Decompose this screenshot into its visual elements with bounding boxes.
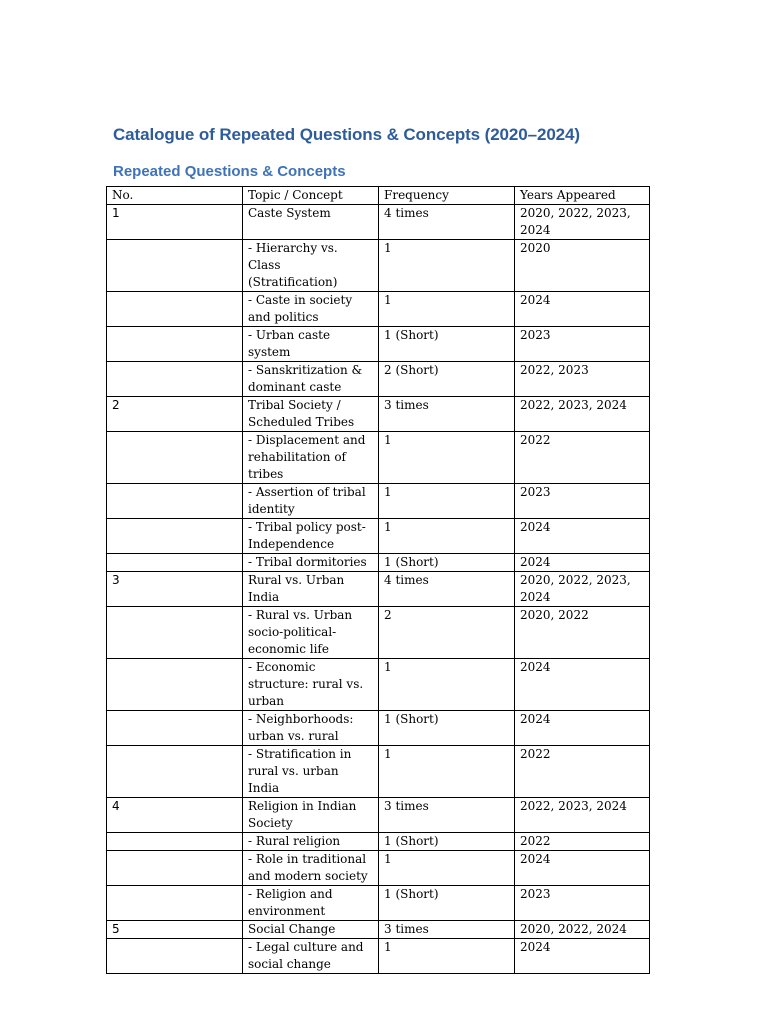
row-number: 2 (107, 397, 243, 432)
row-topic: Caste System (243, 205, 379, 240)
row-years: 2024 (515, 711, 650, 746)
row-years: 2024 (515, 659, 650, 711)
table-row (107, 292, 650, 327)
table-row (107, 362, 650, 397)
table-row (107, 397, 650, 432)
row-number (107, 886, 243, 921)
row-topic: - Role in traditional and modern society (243, 851, 379, 886)
row-number (107, 939, 243, 974)
row-number (107, 607, 243, 659)
row-frequency: 1 (379, 484, 515, 519)
row-number (107, 432, 243, 484)
header-years: Years Appeared (515, 187, 650, 205)
row-years: 2022, 2023 (515, 362, 650, 397)
header-no: No. (107, 187, 243, 205)
table-row (107, 554, 650, 572)
row-number (107, 519, 243, 554)
row-topic: - Tribal policy post-Independence (243, 519, 379, 554)
table-row (107, 886, 650, 921)
row-years: 2020 (515, 240, 650, 292)
section-heading: Repeated Questions & Concepts (113, 163, 346, 180)
row-frequency: 1 (Short) (379, 711, 515, 746)
row-number (107, 851, 243, 886)
table-row (107, 205, 650, 240)
table-row (107, 851, 650, 886)
table-row (107, 519, 650, 554)
row-years: 2024 (515, 939, 650, 974)
table-row (107, 798, 650, 833)
row-topic: - Hierarchy vs. Class (Stratification) (243, 240, 379, 292)
row-frequency: 4 times (379, 572, 515, 607)
row-frequency: 1 (379, 659, 515, 711)
table-row (107, 572, 650, 607)
row-years: 2024 (515, 519, 650, 554)
row-years: 2023 (515, 327, 650, 362)
header-frequency: Frequency (379, 187, 515, 205)
row-topic: - Economic structure: rural vs. urban (243, 659, 379, 711)
row-topic: - Neighborhoods: urban vs. rural (243, 711, 379, 746)
row-frequency: 1 (379, 746, 515, 798)
row-topic: - Assertion of tribal identity (243, 484, 379, 519)
row-frequency: 2 (379, 607, 515, 659)
row-topic: - Urban caste system (243, 327, 379, 362)
row-years: 2022, 2023, 2024 (515, 397, 650, 432)
row-frequency: 1 (Short) (379, 886, 515, 921)
row-number: 4 (107, 798, 243, 833)
row-frequency: 1 (379, 519, 515, 554)
row-years: 2023 (515, 886, 650, 921)
row-frequency: 1 (379, 432, 515, 484)
row-number (107, 711, 243, 746)
row-number (107, 484, 243, 519)
table-row (107, 240, 650, 292)
row-frequency: 1 (379, 851, 515, 886)
row-years: 2024 (515, 851, 650, 886)
row-frequency: 1 (379, 240, 515, 292)
row-frequency: 1 (379, 939, 515, 974)
table-row (107, 484, 650, 519)
table-row (107, 327, 650, 362)
table-row (107, 921, 650, 939)
row-years: 2024 (515, 292, 650, 327)
row-number (107, 659, 243, 711)
row-years: 2020, 2022, 2024 (515, 921, 650, 939)
row-frequency: 3 times (379, 798, 515, 833)
row-number (107, 554, 243, 572)
row-years: 2022, 2023, 2024 (515, 798, 650, 833)
row-topic: - Displacement and rehabilitation of tribes (243, 432, 379, 484)
row-topic: Tribal Society / Scheduled Tribes (243, 397, 379, 432)
row-topic: - Tribal dormitories (243, 554, 379, 572)
table-row (107, 939, 650, 974)
table-row (107, 833, 650, 851)
row-frequency: 1 (Short) (379, 554, 515, 572)
row-topic: - Religion and environment (243, 886, 379, 921)
table-row (107, 432, 650, 484)
table-row (107, 711, 650, 746)
row-number (107, 327, 243, 362)
row-number: 5 (107, 921, 243, 939)
row-topic: - Rural religion (243, 833, 379, 851)
row-number: 3 (107, 572, 243, 607)
row-frequency: 1 (Short) (379, 327, 515, 362)
row-years: 2023 (515, 484, 650, 519)
row-topic: - Caste in society and politics (243, 292, 379, 327)
row-frequency: 3 times (379, 397, 515, 432)
row-topic: - Stratification in rural vs. urban India (243, 746, 379, 798)
row-frequency: 1 (Short) (379, 833, 515, 851)
row-years: 2022 (515, 746, 650, 798)
row-number (107, 833, 243, 851)
row-frequency: 3 times (379, 921, 515, 939)
row-frequency: 4 times (379, 205, 515, 240)
table-row (107, 746, 650, 798)
header-topic: Topic / Concept (243, 187, 379, 205)
table-body (107, 205, 650, 974)
table-row (107, 659, 650, 711)
row-years: 2022 (515, 833, 650, 851)
row-number: 1 (107, 205, 243, 240)
page-title: Catalogue of Repeated Questions & Concepts (2020–2024) (113, 125, 580, 144)
row-number (107, 746, 243, 798)
catalogue-table (106, 186, 650, 974)
row-topic: Rural vs. Urban India (243, 572, 379, 607)
row-number (107, 240, 243, 292)
row-topic: - Sanskritization & dominant caste (243, 362, 379, 397)
row-topic: Religion in Indian Society (243, 798, 379, 833)
row-number (107, 362, 243, 397)
row-years: 2020, 2022, 2023, 2024 (515, 572, 650, 607)
row-frequency: 1 (379, 292, 515, 327)
row-years: 2020, 2022 (515, 607, 650, 659)
row-number (107, 292, 243, 327)
row-years: 2020, 2022, 2023, 2024 (515, 205, 650, 240)
row-years: 2022 (515, 432, 650, 484)
table-row (107, 607, 650, 659)
row-topic: Social Change (243, 921, 379, 939)
row-frequency: 2 (Short) (379, 362, 515, 397)
row-years: 2024 (515, 554, 650, 572)
row-topic: - Legal culture and social change (243, 939, 379, 974)
table-header-row (107, 187, 650, 205)
row-topic: - Rural vs. Urban socio-political-economic life (243, 607, 379, 659)
